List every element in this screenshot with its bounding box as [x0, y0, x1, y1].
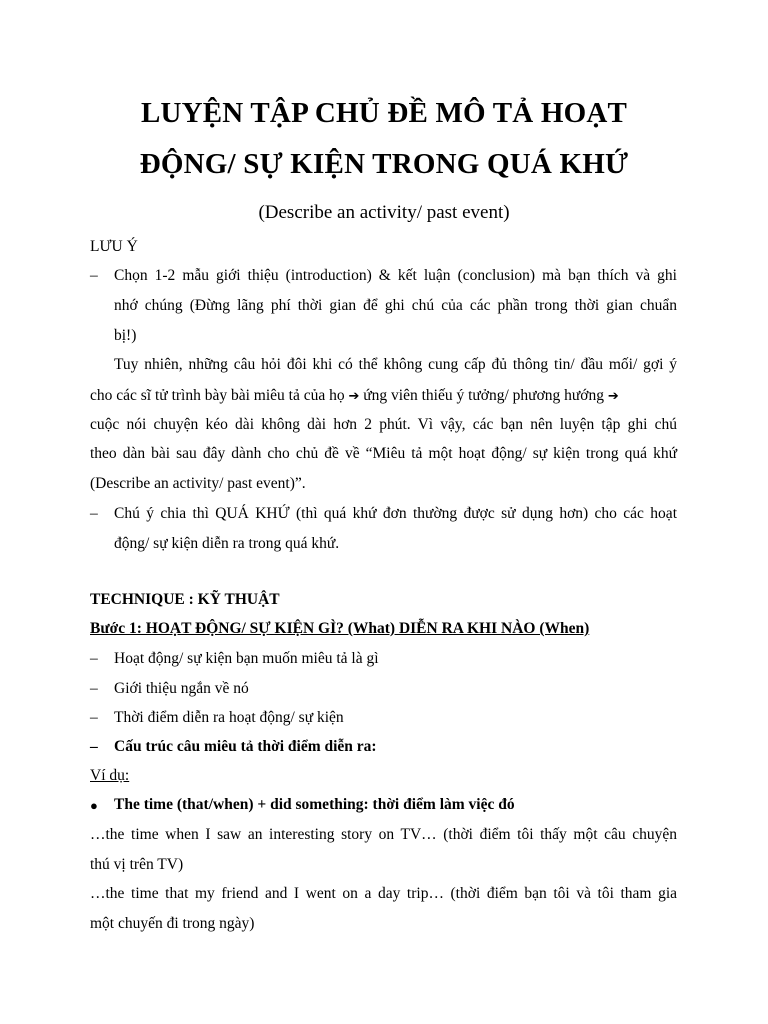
example-2-line2: một chuyến đi trong ngày) [90, 915, 255, 932]
document-title-line-2: ĐỘNG/ SỰ KIỆN TRONG QUÁ KHỨ [139, 148, 629, 180]
example-1-line2: thú vị trên TV) [90, 856, 184, 873]
step1-heading: Bước 1: HOẠT ĐỘNG/ SỰ KIỆN GÌ? (What) DIỄN RA KHI NÀO (When) [90, 620, 590, 637]
arrow-right-icon: ➔ [348, 389, 360, 404]
luu-y-para-line5: (Describe an activity/ past event)”. [90, 475, 306, 492]
dash-marker: – [90, 709, 98, 726]
dash-marker: – [90, 680, 98, 697]
bullet-structure: The time (that/when) + did something: thời điểm làm việc đó [114, 796, 515, 813]
luu-y-para-line4: theo dàn bài sau đây dành cho chủ đề về “Miêu tả một hoạt động/ sự kiện trong quá khứ [90, 445, 677, 462]
technique-item: Hoạt động/ sự kiện bạn muốn miêu tả là gì [114, 650, 379, 667]
document-subtitle: (Describe an activity/ past event) [258, 202, 510, 223]
luu-y-item2-line1: Chú ý chia thì QUÁ KHỨ (thì quá khứ đơn thường được sử dụng hơn) cho các hoạt [114, 505, 677, 522]
vi-du-label: Ví dụ: [90, 767, 130, 784]
luu-y-para-line2 [90, 387, 619, 405]
technique-item: Cấu trúc câu miêu tả thời điểm diễn ra: [114, 738, 377, 755]
technique-heading: TECHNIQUE : KỸ THUẬT [90, 591, 280, 608]
luu-y-para-line1: Tuy nhiên, những câu hỏi đôi khi có thể không cung cấp đủ thông tin/ đầu mối/ gợi ý [114, 356, 677, 373]
luu-y-para-line2a: cho các sĩ tử trình bày bài miêu tả của họ [90, 387, 345, 404]
luu-y-item1-line2: nhớ chúng (Đừng lãng phí thời gian để ghi chú của các phần trong thời gian chuẩn [114, 297, 677, 314]
luu-y-para-line2b: ứng viên thiếu ý tưởng/ phương hướng [363, 387, 604, 404]
luu-y-heading: LƯU Ý [90, 238, 138, 255]
dash-marker: – [90, 650, 98, 667]
dash-marker: – [90, 505, 98, 522]
luu-y-item2-line2: động/ sự kiện diễn ra trong quá khứ. [114, 535, 340, 552]
luu-y-para-line3: cuộc nói chuyện kéo dài không dài hơn 2 phút. Vì vậy, các bạn nên luyện tập ghi chú [90, 416, 677, 433]
dash-marker: – [90, 738, 98, 755]
example-2-line1: …the time that my friend and I went on a day trip… (thời điểm bạn tôi và tôi tham gia [90, 885, 677, 902]
example-1-line1: …the time when I saw an interesting story on TV… (thời điểm tôi thấy một câu chuyện [90, 826, 677, 843]
dash-marker: – [90, 267, 98, 284]
luu-y-item1-line3: bị!) [114, 327, 137, 344]
bullet-icon: ● [90, 798, 98, 813]
document-title-line-1: LUYỆN TẬP CHỦ ĐỀ MÔ TẢ HOẠT [140, 97, 628, 129]
arrow-right-icon: ➔ [607, 389, 619, 404]
technique-item: Thời điểm diễn ra hoạt động/ sự kiện [114, 709, 344, 726]
luu-y-item1-line1: Chọn 1-2 mẫu giới thiệu (introduction) & kết luận (conclusion) mà bạn thích và ghi [114, 267, 677, 284]
technique-item: Giới thiệu ngắn về nó [114, 680, 249, 697]
